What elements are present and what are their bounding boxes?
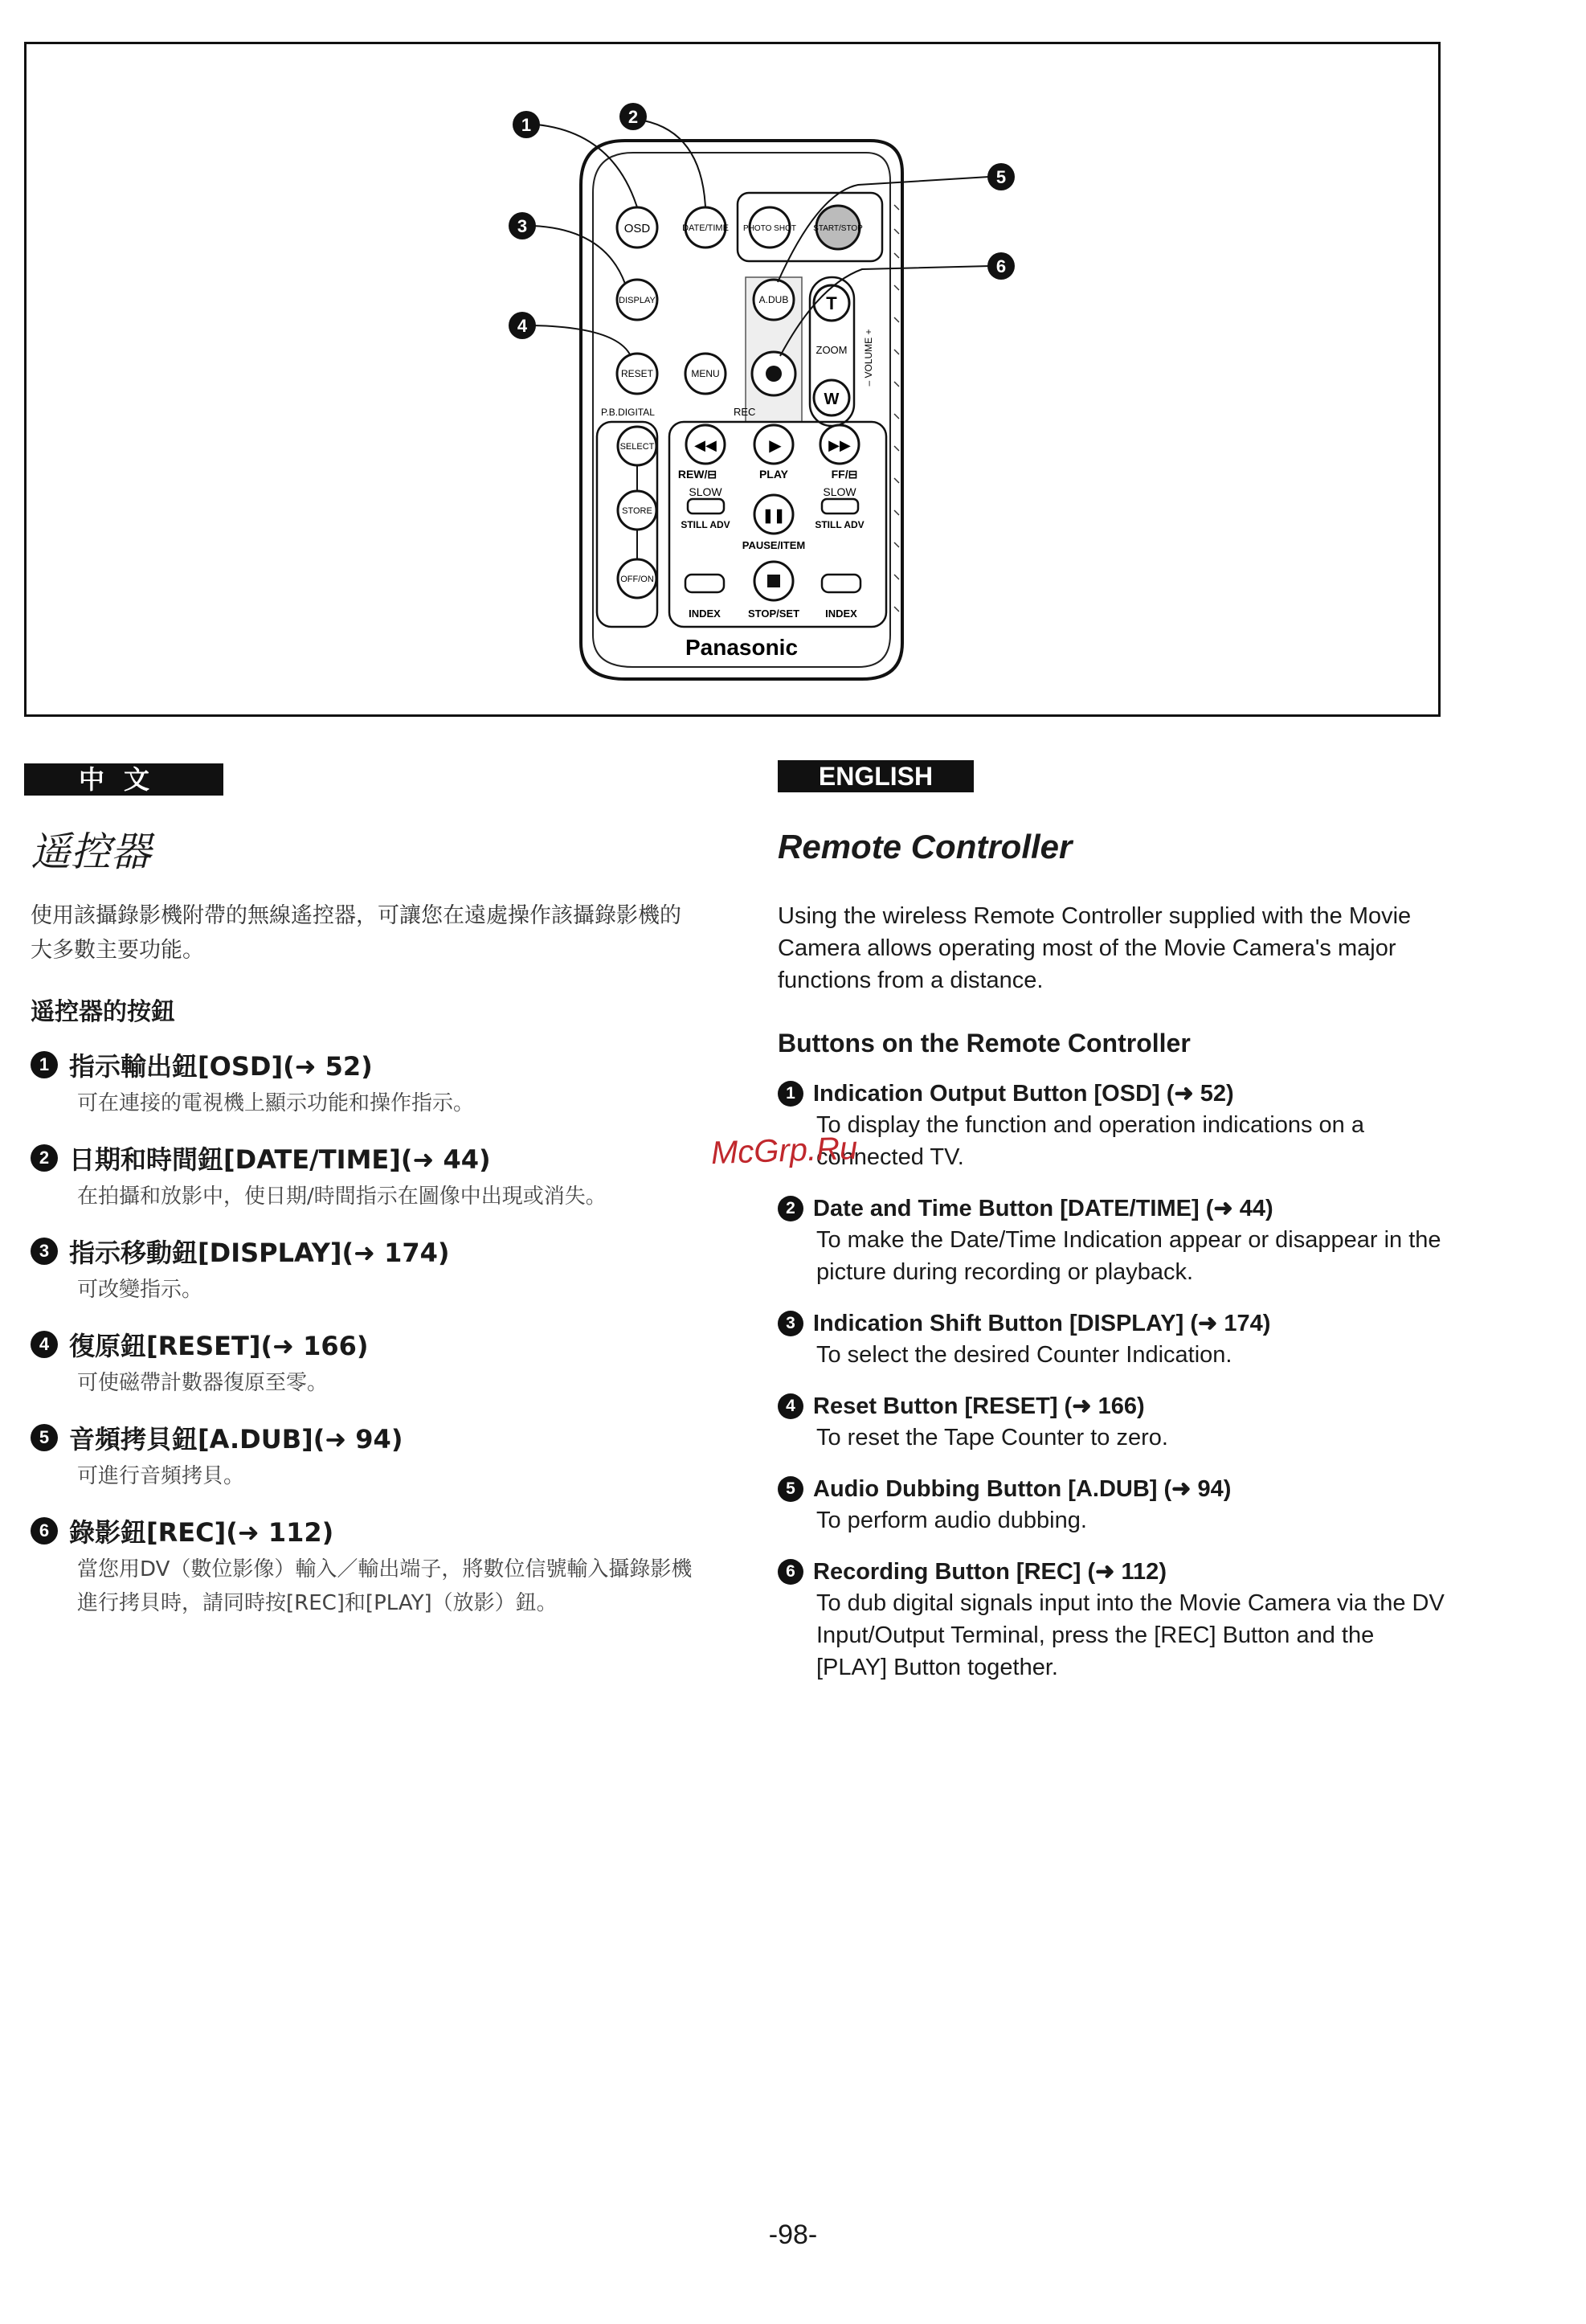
- item-title: Audio Dubbing Button [A.DUB] (➜ 94): [813, 1476, 1232, 1502]
- english-item-5: [778, 1475, 1445, 1536]
- zoom-t-button: [814, 285, 849, 321]
- svg-text:START/STOP: START/STOP: [813, 224, 863, 233]
- still-adv-left-label: STILL ADV: [681, 519, 730, 530]
- menu-button: [685, 354, 726, 394]
- english-item-1: [778, 1079, 1445, 1173]
- store-button: [618, 491, 656, 530]
- pause-item-label: PAUSE/ITEM: [742, 539, 806, 551]
- svg-text:▶▶: ▶▶: [828, 437, 851, 453]
- item-title: 音頻拷貝鈕[A.DUB](➜ 94): [69, 1424, 403, 1455]
- item-description: To make the Date/Time Indication appear or disappear in the picture during recording or playback.: [816, 1227, 1441, 1285]
- chinese-column: [31, 898, 697, 1620]
- item-number-marker: 3: [31, 1238, 58, 1265]
- item-description: 可使磁帶計數器復原至零。: [77, 1371, 329, 1395]
- item-title: Indication Output Button [OSD] (➜ 52): [813, 1081, 1234, 1107]
- english-intro: Using the wireless Remote Controller supplied with the Movie Camera allows operating most of the Movie Camera's major functions from a distance.: [778, 903, 1412, 993]
- svg-text:MENU: MENU: [691, 368, 720, 379]
- svg-text:RESET: RESET: [620, 368, 654, 379]
- item-number-marker: 2: [31, 1144, 58, 1172]
- chinese-heading: 遥控器: [31, 829, 151, 875]
- select-button: [618, 427, 656, 465]
- english-item-4: [778, 1392, 1445, 1454]
- english-item-6: [778, 1557, 1445, 1684]
- svg-text:❚❚: ❚❚: [762, 508, 786, 523]
- slow-right-label: SLOW: [823, 485, 856, 498]
- chinese-item-6: [31, 1512, 697, 1620]
- index-left-button: [685, 575, 724, 592]
- panasonic-logo: Panasonic: [685, 635, 799, 660]
- svg-text:OFF/ON: OFF/ON: [620, 575, 654, 584]
- chinese-intro: 使用該攝錄影機附帶的無線遙控器，可讓您在遠處操作該攝錄影機的大多數主要功能。: [31, 903, 681, 963]
- stop-set-label: STOP/SET: [747, 608, 800, 620]
- item-description: 當您用DV（數位影像）輸入／輸出端子，將數位信號輸入攝錄影機進行拷貝時，請同時按[REC]和[PLAY]（放影）鈕。: [77, 1557, 693, 1615]
- index-right-label: INDEX: [825, 608, 857, 620]
- page-number: -98-: [768, 2220, 818, 2250]
- pause-button: [754, 495, 793, 534]
- english-item-2: [778, 1194, 1445, 1288]
- rew-button: [686, 425, 725, 464]
- ff-button: [820, 425, 859, 464]
- item-number-marker: 6: [778, 1559, 803, 1585]
- item-title: 日期和時間鈕[DATE/TIME](➜ 44): [69, 1144, 491, 1175]
- item-description: 在拍攝和放影中，使日期/時間指示在圖像中出現或消失。: [77, 1185, 607, 1209]
- svg-text:W: W: [824, 391, 840, 408]
- play-button: [754, 425, 793, 464]
- callout-6: [987, 252, 1015, 280]
- chinese-item-1: [31, 1046, 697, 1120]
- slow-right-button: [822, 499, 858, 513]
- item-title: 復原鈕[RESET](➜ 166): [69, 1331, 369, 1361]
- item-description: To select the desired Counter Indication.: [816, 1342, 1232, 1368]
- item-description: To dub digital signals input into the Movie Camera via the DV Input/Output Terminal, press the [REC] Button and the [PLAY] Button together.: [816, 1590, 1445, 1680]
- item-description: 可進行音頻拷貝。: [77, 1464, 245, 1488]
- chinese-section-label: 中文: [24, 763, 223, 796]
- item-number-marker: 4: [778, 1393, 803, 1419]
- svg-text:◀◀: ◀◀: [694, 437, 717, 453]
- callout-1: [513, 111, 540, 138]
- item-number-marker: 5: [31, 1424, 58, 1451]
- display-button: [617, 280, 657, 320]
- stop-set-button: [754, 562, 793, 600]
- item-number-marker: 5: [778, 1476, 803, 1502]
- item-number-marker: 1: [31, 1051, 58, 1078]
- svg-text:2: 2: [627, 107, 639, 127]
- chinese-item-3: [31, 1233, 697, 1307]
- index-right-button: [822, 575, 860, 592]
- remote-controller-figure: [24, 42, 1441, 717]
- remote-controller-illustration: [27, 44, 1443, 719]
- svg-text:T: T: [826, 293, 837, 313]
- chinese-subheading: 遥控器的按鈕: [31, 998, 175, 1026]
- chinese-item-4: [31, 1326, 697, 1400]
- svg-text:OSD: OSD: [623, 222, 651, 235]
- watermark: McGrp.Ru: [710, 1130, 858, 1172]
- callout-3: [509, 212, 536, 239]
- english-heading: Remote Controller: [778, 828, 1073, 865]
- still-adv-right-label: STILL ADV: [815, 519, 865, 530]
- svg-text:1: 1: [521, 115, 532, 135]
- rec-label: REC: [734, 406, 756, 418]
- item-number-marker: 6: [31, 1517, 58, 1545]
- svg-text:PHOTO SHOT: PHOTO SHOT: [743, 224, 796, 233]
- play-label: PLAY: [758, 468, 789, 481]
- index-left-label: INDEX: [689, 608, 721, 620]
- pb-digital-label: P.B.DIGITAL: [601, 407, 655, 418]
- off-on-button: [618, 559, 656, 598]
- item-description: 可在連接的電視機上顯示功能和操作指示。: [77, 1091, 475, 1115]
- item-number-marker: 3: [778, 1311, 803, 1336]
- item-title: Date and Time Button [DATE/TIME] (➜ 44): [813, 1196, 1273, 1221]
- svg-text:3: 3: [517, 216, 528, 236]
- item-description: To reset the Tape Counter to zero.: [816, 1425, 1168, 1450]
- callout-2: [619, 103, 647, 130]
- item-title: Recording Button [REC] (➜ 112): [813, 1559, 1167, 1585]
- item-title: Indication Shift Button [DISPLAY] (➜ 174): [813, 1311, 1271, 1336]
- english-subheading: Buttons on the Remote Controller: [778, 1029, 1191, 1058]
- item-number-marker: 2: [778, 1196, 803, 1221]
- english-item-3: [778, 1309, 1445, 1371]
- rew-label: REW/⊟: [677, 468, 717, 481]
- a-dub-button: [754, 280, 794, 320]
- item-number-marker: 1: [778, 1081, 803, 1107]
- rec-button: [752, 352, 795, 395]
- volume-label: – VOLUME +: [863, 329, 874, 387]
- ff-label: FF/⊟: [831, 468, 858, 481]
- svg-text:5: 5: [995, 167, 1007, 187]
- item-title: Reset Button [RESET] (➜ 166): [813, 1393, 1145, 1419]
- svg-text:A.DUB: A.DUB: [758, 294, 789, 305]
- chinese-item-5: [31, 1419, 697, 1493]
- svg-text:▶: ▶: [769, 437, 782, 455]
- english-section-label: ENGLISH: [778, 760, 974, 792]
- svg-text:DISPLAY: DISPLAY: [619, 296, 656, 305]
- item-description: 可改變指示。: [77, 1278, 203, 1302]
- reset-button: [617, 354, 657, 394]
- svg-text:STORE: STORE: [622, 506, 652, 516]
- slow-left-label: SLOW: [689, 485, 722, 498]
- osd-button: [617, 207, 657, 248]
- english-column: [778, 900, 1445, 1684]
- zoom-label: ZOOM: [815, 344, 848, 356]
- callout-5: [987, 163, 1015, 190]
- svg-text:6: 6: [995, 256, 1007, 276]
- chinese-item-2: [31, 1139, 697, 1213]
- item-number-marker: 4: [31, 1331, 58, 1358]
- item-title: 指示移動鈕[DISPLAY](➜ 174): [69, 1238, 450, 1268]
- callout-4: [509, 312, 536, 339]
- svg-text:4: 4: [517, 316, 528, 336]
- slow-left-button: [688, 499, 724, 513]
- item-description: To perform audio dubbing.: [816, 1508, 1087, 1533]
- svg-text:DATE/TIME: DATE/TIME: [682, 223, 729, 233]
- item-description: To display the function and operation indications on a connected TV.: [816, 1112, 1364, 1170]
- item-title: 指示輸出鈕[OSD](➜ 52): [69, 1051, 373, 1082]
- item-title: 錄影鈕[REC](➜ 112): [69, 1517, 334, 1548]
- svg-text:SELECT: SELECT: [619, 442, 655, 452]
- zoom-w-button: [814, 380, 849, 415]
